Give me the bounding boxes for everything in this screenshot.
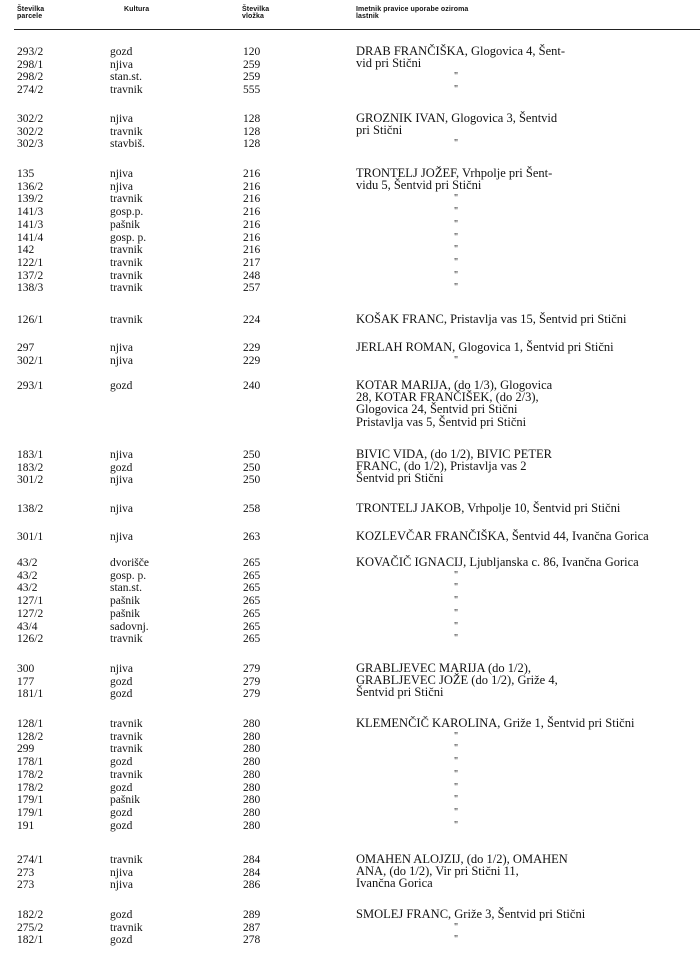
culture: gozd <box>110 380 133 392</box>
deposit-number: 217 <box>243 256 261 269</box>
culture: gosp.p. <box>110 206 144 219</box>
deposit-number: 284 <box>243 866 261 879</box>
culture: njiva <box>110 663 133 675</box>
table-row <box>0 663 700 675</box>
deposit-number: 265 <box>243 633 261 646</box>
header-rule <box>14 29 700 30</box>
table-row <box>0 769 700 781</box>
table-row <box>0 794 700 806</box>
owner-line: OMAHEN ALOJZIJ, (do 1/2), OMAHEN <box>356 852 568 866</box>
culture: travnik <box>110 84 143 97</box>
deposit-number: 278 <box>243 934 261 947</box>
owner-entry <box>356 530 649 542</box>
owner-line: Pristavlja vas 5, Šentvid pri Stični <box>356 414 527 429</box>
parcel-number: 274/1 <box>17 854 44 866</box>
deposit-number: 280 <box>243 806 261 819</box>
deposit-number: 279 <box>243 688 261 701</box>
table-row <box>0 257 700 269</box>
parcel-number: 182/2 <box>17 909 44 921</box>
culture: travnik <box>110 244 143 257</box>
culture: travnik <box>110 730 143 743</box>
culture: gozd <box>110 781 133 794</box>
owner-line: TRONTELJ JOŽEF, Vrhpolje pri Šent- <box>356 166 553 180</box>
deposit-number: 259 <box>243 71 261 84</box>
deposit-number: 216 <box>243 206 261 219</box>
table-row <box>0 56 700 71</box>
header-parcel-number: Številka parcele <box>17 6 45 20</box>
culture: gozd <box>110 756 133 769</box>
culture: gozd <box>110 934 133 947</box>
owner-line: GRABLJEVEC MARIJA (do 1/2), <box>356 661 532 675</box>
culture: gosp. p. <box>110 231 147 244</box>
deposit-number: 280 <box>243 756 261 769</box>
table-row <box>0 244 700 256</box>
culture: stan.st. <box>110 71 142 84</box>
culture: gozd <box>110 461 133 474</box>
table-row <box>0 206 700 218</box>
owner-entry <box>356 167 552 191</box>
deposit-number: 280 <box>243 768 261 781</box>
culture: travnik <box>110 282 143 295</box>
parcel-number: 298/1 <box>17 58 44 71</box>
deposit-number: 216 <box>243 244 261 257</box>
parcel-number: 127/2 <box>17 607 44 620</box>
deposit-number: 280 <box>243 743 261 756</box>
deposit-number: 555 <box>243 84 261 97</box>
culture: pašnik <box>110 218 141 231</box>
owner-entry <box>356 502 620 514</box>
deposit-number: 250 <box>243 474 261 487</box>
parcel-number: 142 <box>17 244 35 257</box>
culture: gozd <box>110 819 133 832</box>
parcel-number: 127/1 <box>17 595 44 608</box>
table-row <box>0 621 700 633</box>
parcel-number: 43/4 <box>17 620 38 633</box>
table-row <box>0 178 700 193</box>
owner-line: KOVAČIČ IGNACIJ, Ljubljanska c. 86, Ivančna Gorica <box>356 555 639 569</box>
deposit-number: 250 <box>243 461 261 474</box>
culture: sadovnj. <box>110 620 149 633</box>
parcel-number: 274/2 <box>17 84 44 97</box>
culture: gozd <box>110 688 133 701</box>
parcel-number: 177 <box>17 675 35 688</box>
owner-line: GRABLJEVEC JOŽE (do 1/2), Griže 4, <box>356 673 558 688</box>
deposit-number: 265 <box>243 582 261 595</box>
table-row <box>0 633 700 645</box>
deposit-number: 265 <box>243 607 261 620</box>
ditto-mark: " <box>454 607 459 619</box>
parcel-number: 181/1 <box>17 688 44 701</box>
table-row <box>0 731 700 743</box>
table-row <box>0 608 700 620</box>
parcel-number: 301/2 <box>17 474 44 487</box>
parcel-number: 43/2 <box>17 557 38 569</box>
parcel-number: 43/2 <box>17 582 38 595</box>
owner-line: KOZLEVČAR FRANČIŠKA, Šentvid 44, Ivančna Gorica <box>356 529 649 543</box>
table-row <box>0 922 700 934</box>
ditto-mark: " <box>454 269 459 281</box>
table-row <box>0 168 700 180</box>
ditto-mark: " <box>454 231 459 243</box>
owner-entry <box>356 112 557 136</box>
table-row <box>0 71 700 83</box>
owner-line: Glogovica 24, Šentvid pri Stični <box>356 402 518 417</box>
deposit-number: 128 <box>243 125 261 138</box>
ditto-mark: " <box>454 730 459 742</box>
table-row <box>0 934 700 946</box>
parcel-number: 139/2 <box>17 193 44 206</box>
ditto-mark: " <box>454 71 459 83</box>
culture: njiva <box>110 474 133 487</box>
ditto-mark: " <box>454 193 459 205</box>
header-owner: Imetnik pravice uporabe oziroma lastnik <box>356 6 469 20</box>
owner-line: Šentvid pri Stični <box>356 685 444 700</box>
culture: stavbiš. <box>110 138 145 151</box>
deposit-number: 280 <box>243 781 261 794</box>
owner-entry <box>356 717 634 729</box>
owner-line: pri Stični <box>356 123 403 138</box>
table-row <box>0 471 700 487</box>
parcel-number: 126/1 <box>17 314 44 326</box>
table-row <box>0 807 700 819</box>
parcel-number: 300 <box>17 663 35 675</box>
ditto-mark: " <box>454 218 459 230</box>
parcel-number: 179/1 <box>17 806 44 819</box>
parcel-number: 141/4 <box>17 231 44 244</box>
culture: travnik <box>110 718 143 730</box>
owner-line: GROZNIK IVAN, Glogovica 3, Šentvid <box>356 111 558 125</box>
ditto-mark: " <box>454 768 459 780</box>
deposit-number: 216 <box>243 231 261 244</box>
owner-line: KLEMENČIČ KAROLINA, Griže 1, Šentvid pri Stični <box>356 716 635 730</box>
parcel-number: 43/2 <box>17 569 38 582</box>
ditto-mark: " <box>454 806 459 818</box>
owner-entry <box>356 908 585 920</box>
deposit-number: 280 <box>243 718 261 730</box>
deposit-number: 128 <box>243 113 261 125</box>
deposit-number: 279 <box>243 663 261 675</box>
deposit-number: 287 <box>243 921 261 934</box>
parcel-number: 273 <box>17 879 35 892</box>
parcel-number: 178/2 <box>17 768 44 781</box>
owner-line: FRANC, (do 1/2), Pristavlja vas 2 <box>356 459 527 474</box>
deposit-number: 120 <box>243 46 261 58</box>
culture: njiva <box>110 531 133 543</box>
parcel-number: 293/2 <box>17 46 44 58</box>
owner-line: JERLAH ROMAN, Glogovica 1, Šentvid pri Stični <box>356 340 614 354</box>
ditto-mark: " <box>454 794 459 806</box>
ditto-mark: " <box>454 819 459 831</box>
parcel-number: 301/1 <box>17 531 44 543</box>
table-row <box>0 380 700 392</box>
deposit-number: 229 <box>243 342 261 354</box>
parcel-number: 137/2 <box>17 269 44 282</box>
parcel-number: 136/2 <box>17 180 44 193</box>
culture: dvorišče <box>110 557 149 569</box>
parcel-number: 179/1 <box>17 794 44 807</box>
table-row <box>0 123 700 138</box>
parcel-number: 182/1 <box>17 934 44 947</box>
ditto-mark: " <box>454 633 459 645</box>
culture: travnik <box>110 256 143 269</box>
deposit-number: 216 <box>243 218 261 231</box>
owner-line: Šentvid pri Stični <box>356 471 444 486</box>
owner-line: KOTAR MARIJA, (do 1/3), Glogovica <box>356 378 553 392</box>
ditto-mark: " <box>454 595 459 607</box>
ditto-mark: " <box>454 282 459 294</box>
table-row <box>0 232 700 244</box>
deposit-number: 265 <box>243 557 261 569</box>
header-deposit-number: Številka vložka <box>242 6 270 20</box>
parcel-number: 302/3 <box>17 138 44 151</box>
culture: njiva <box>110 180 133 193</box>
table-row <box>0 282 700 294</box>
ditto-mark: " <box>454 354 459 366</box>
table-row <box>0 854 700 866</box>
table-row <box>0 756 700 768</box>
deposit-number: 280 <box>243 794 261 807</box>
deposit-number: 279 <box>243 675 261 688</box>
culture: njiva <box>110 449 133 461</box>
owner-entry <box>356 341 614 353</box>
deposit-number: 265 <box>243 595 261 608</box>
table-row <box>0 570 700 582</box>
parcel-number: 293/1 <box>17 380 44 392</box>
table-row <box>0 673 700 688</box>
parcel-number: 141/3 <box>17 206 44 219</box>
deposit-number: 265 <box>243 620 261 633</box>
parcel-number: 302/2 <box>17 113 44 125</box>
parcel-number: 191 <box>17 819 35 832</box>
culture: gosp. p. <box>110 569 147 582</box>
owner-line: vidu 5, Šentvid pri Stični <box>356 178 482 193</box>
parcel-number: 302/1 <box>17 354 44 367</box>
culture: njiva <box>110 58 133 71</box>
culture: njiva <box>110 866 133 879</box>
ditto-mark: " <box>454 934 459 946</box>
culture: travnik <box>110 921 143 934</box>
parcel-number: 178/2 <box>17 781 44 794</box>
table-row <box>0 876 700 892</box>
parcel-number: 138/3 <box>17 282 44 295</box>
table-row <box>0 113 700 125</box>
ditto-mark: " <box>454 582 459 594</box>
table-row <box>0 582 700 594</box>
owner-line: Ivančna Gorica <box>356 876 433 891</box>
deposit-number: 259 <box>243 58 261 71</box>
table-row <box>0 46 700 58</box>
deposit-number: 216 <box>243 180 261 193</box>
deposit-number: 128 <box>243 138 261 151</box>
table-row <box>0 138 700 150</box>
table-row <box>0 685 700 701</box>
table-row <box>0 459 700 474</box>
culture: travnik <box>110 269 143 282</box>
deposit-number: 248 <box>243 269 261 282</box>
deposit-number: 216 <box>243 168 261 180</box>
deposit-number: 280 <box>243 730 261 743</box>
deposit-number: 284 <box>243 854 261 866</box>
culture: travnik <box>110 743 143 756</box>
parcel-number: 299 <box>17 743 35 756</box>
ditto-mark: " <box>454 138 459 150</box>
culture: njiva <box>110 879 133 892</box>
table-row <box>0 449 700 461</box>
culture: gozd <box>110 675 133 688</box>
ditto-mark: " <box>454 921 459 933</box>
culture: travnik <box>110 314 143 326</box>
parcel-number: 141/3 <box>17 218 44 231</box>
culture: travnik <box>110 125 143 138</box>
ditto-mark: " <box>454 569 459 581</box>
owner-line: KOŠAK FRANC, Pristavlja vas 15, Šentvid pri Stični <box>356 312 627 326</box>
parcel-number: 183/1 <box>17 449 44 461</box>
ditto-mark: " <box>454 206 459 218</box>
parcel-number: 126/2 <box>17 633 44 646</box>
culture: travnik <box>110 633 143 646</box>
table-row <box>0 84 700 96</box>
culture: njiva <box>110 113 133 125</box>
deposit-number: 250 <box>243 449 261 461</box>
deposit-number: 240 <box>243 380 261 392</box>
owner-line: SMOLEJ FRANC, Griže 3, Šentvid pri Stični <box>356 907 586 921</box>
parcel-number: 178/1 <box>17 756 44 769</box>
table-row <box>0 355 700 367</box>
table-row <box>0 782 700 794</box>
ditto-mark: " <box>454 244 459 256</box>
culture: gozd <box>110 909 133 921</box>
deposit-number: 216 <box>243 193 261 206</box>
deposit-number: 257 <box>243 282 261 295</box>
parcel-number: 135 <box>17 168 35 180</box>
owner-line: BIVIC VIDA, (do 1/2), BIVIC PETER <box>356 447 552 461</box>
culture: stan.st. <box>110 582 142 595</box>
parcel-number: 302/2 <box>17 125 44 138</box>
culture: travnik <box>110 854 143 866</box>
owner-entry <box>356 853 568 890</box>
culture: travnik <box>110 193 143 206</box>
parcel-number: 183/2 <box>17 461 44 474</box>
culture: njiva <box>110 354 133 367</box>
culture: gozd <box>110 806 133 819</box>
parcel-number: 275/2 <box>17 921 44 934</box>
table-row <box>0 219 700 231</box>
deposit-number: 289 <box>243 909 261 921</box>
table-row <box>0 909 700 921</box>
owner-line: ANA, (do 1/2), Vir pri Stični 11, <box>356 864 519 879</box>
culture: travnik <box>110 768 143 781</box>
owner-entry <box>356 45 565 69</box>
parcel-number: 273 <box>17 866 35 879</box>
table-row <box>0 820 700 832</box>
table-row <box>0 864 700 879</box>
parcel-number: 297 <box>17 342 35 354</box>
deposit-number: 224 <box>243 314 261 326</box>
table-row <box>0 743 700 755</box>
table-row <box>0 193 700 205</box>
table-row <box>0 595 700 607</box>
owner-entry <box>356 448 552 485</box>
ditto-mark: " <box>454 620 459 632</box>
culture: njiva <box>110 342 133 354</box>
owner-line: vid pri Stični <box>356 56 422 71</box>
table-row <box>0 270 700 282</box>
ditto-mark: " <box>454 756 459 768</box>
parcel-number: 128/2 <box>17 730 44 743</box>
owner-entry <box>356 379 552 428</box>
deposit-number: 280 <box>243 819 261 832</box>
ditto-mark: " <box>454 743 459 755</box>
ditto-mark: " <box>454 256 459 268</box>
owner-line: 28, KOTAR FRANČIŠEK, (do 2/3), <box>356 390 539 405</box>
ditto-mark: " <box>454 781 459 793</box>
owner-entry <box>356 556 639 568</box>
parcel-number: 128/1 <box>17 718 44 730</box>
parcel-number: 138/2 <box>17 503 44 515</box>
culture: njiva <box>110 503 133 515</box>
ditto-mark: " <box>454 84 459 96</box>
culture: pašnik <box>110 607 141 620</box>
deposit-number: 286 <box>243 879 261 892</box>
culture: pašnik <box>110 595 141 608</box>
deposit-number: 263 <box>243 531 261 543</box>
deposit-number: 258 <box>243 503 261 515</box>
parcel-number: 298/2 <box>17 71 44 84</box>
owner-line: TRONTELJ JAKOB, Vrhpolje 10, Šentvid pri Stični <box>356 501 621 515</box>
culture: njiva <box>110 168 133 180</box>
deposit-number: 265 <box>243 569 261 582</box>
owner-entry <box>356 662 558 699</box>
culture: gozd <box>110 46 133 58</box>
culture: pašnik <box>110 794 141 807</box>
owner-line: DRAB FRANČIŠKA, Glogovica 4, Šent- <box>356 44 566 58</box>
header-culture: Kultura <box>124 6 150 13</box>
owner-entry <box>356 313 627 325</box>
parcel-number: 122/1 <box>17 256 44 269</box>
deposit-number: 229 <box>243 354 261 367</box>
